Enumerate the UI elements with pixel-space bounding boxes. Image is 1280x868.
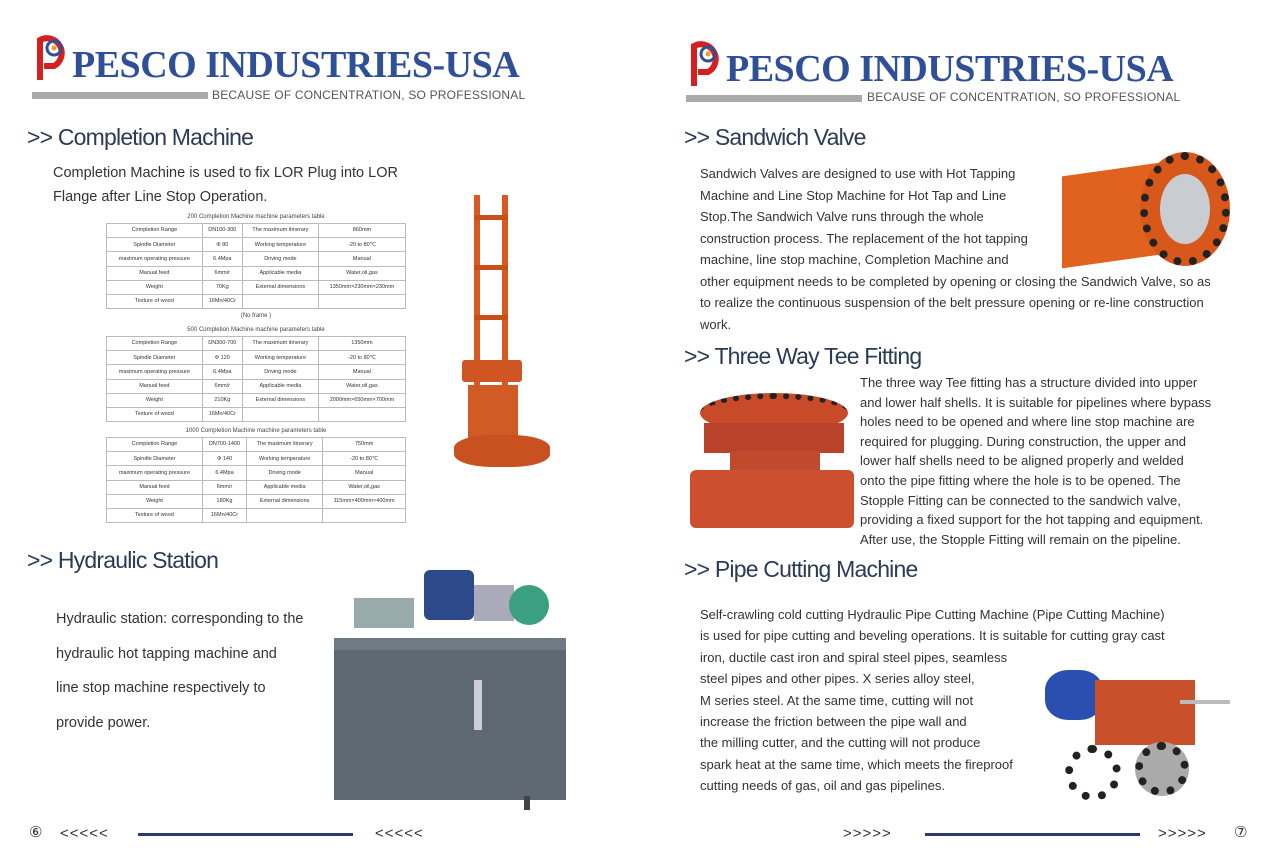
table-cell: 2000mm×650mm×700mm [318,393,405,407]
table-cell: The maximum itinerary [242,224,318,238]
completion-text [53,161,398,209]
table-cell: 1350mm [318,337,405,351]
table-note: (No frame ) [240,313,272,319]
table-cell: Driving mode [247,466,323,480]
footer-arrows: >>>>> [1158,825,1207,842]
hydraulic-station-image [334,560,566,810]
table-row [107,379,406,393]
table-cell: Applicable media [242,266,318,280]
hydraulic-text [56,602,303,740]
table-row [107,224,406,238]
sandwich-valve-image [1062,150,1232,268]
table-cell: Manual [318,252,405,266]
table-cell: DN100-300 [202,224,242,238]
table-cell: 750mm [323,438,406,452]
parameters-table [106,437,406,523]
table-cell: Spindle Diameter [107,452,203,466]
table-row [107,393,406,407]
table-cell: Driving mode [242,252,318,266]
table-cell: Manual [323,466,406,480]
table-cell: Φ 140 [202,452,246,466]
table-cell: Weight [107,494,203,508]
tee-fitting-image [690,385,854,528]
text-line: steel pipes and other pipes. X series alloy steel, [700,671,975,687]
logo [34,30,68,85]
table-cell: External dimensions [247,494,323,508]
table-cell: 16Mn/40Cr [202,407,242,421]
brand-name: PESCO INDUSTRIES-USA [726,48,1174,90]
table-row [107,452,406,466]
text-line: increase the friction between the pipe wall and [700,713,967,729]
logo [688,36,722,91]
table-cell: Manual [318,365,405,379]
table-cell: 210Kg [202,393,242,407]
table-cell: maximum operating pressure [107,365,203,379]
text-line: Sandwich Valves are designed to use with Hot Tapping [700,166,1016,181]
table-cell: Water,oil,gas [318,266,405,280]
text-line: After use, the Stopple Fitting will remain on the pipeline. [860,531,1181,547]
table-cell [247,508,323,522]
table-cell: Texture of wood [107,294,203,308]
table-cell: Completion Range [107,438,203,452]
text-line: holes need to be opened and where line stop machine are [860,414,1195,430]
table-cell: Φ 80 [202,238,242,252]
table-cell [242,294,318,308]
header-divider [686,95,862,102]
text-line: to realize the continuous suspension of the belt pressure opening or re-line construction [700,295,1204,310]
table-row [107,480,406,494]
table-row [107,351,406,365]
table-cell: 6mm/r [202,480,246,494]
table-cell: Φ 120 [202,351,242,365]
table-cell: 70Kg [202,280,242,294]
brand-name: PESCO INDUSTRIES-USA [72,44,520,86]
tee-heading: >> Three Way Tee Fitting [684,343,922,369]
table-row [107,337,406,351]
text-line: provide power. [56,714,151,731]
table-cell: 6.4Mpa [202,252,242,266]
completion-heading: >> Completion Machine [27,124,254,150]
table-cell: maximum operating pressure [107,252,203,266]
table-cell: Spindle Diameter [107,238,203,252]
text-line: iron, ductile cast iron and spiral steel pipes, seamless [700,649,1008,665]
table-cell: 115mm×400mm×400mm [323,494,406,508]
text-line: Stop.The Sandwich Valve runs through the whole [700,209,984,224]
table-cell: Manual feed [107,266,203,280]
table-row [107,365,406,379]
text-line: lower half shells need to be aligned properly and welded [860,453,1184,469]
text-line: The three way Tee fitting has a structure divided into upper [860,375,1198,390]
text-line: hydraulic hot tapping machine and [56,645,277,662]
parameters-table [106,336,406,422]
table-cell [318,294,405,308]
table-title: 200 Completion Machine machine parameters table [187,214,325,220]
text-line: and lower half shells. It is suitable for pipelines where bypass [860,394,1212,410]
table-row [107,252,406,266]
table-cell: Working temperature [247,452,323,466]
table-title: 500 Completion Machine machine parameters table [187,327,325,333]
text-line: Self-crawling cold cutting Hydraulic Pipe Cutting Machine (Pipe Cutting Machine) [700,607,1165,622]
text-line: Flange after Line Stop Operation. [53,189,268,205]
table-cell: External dimensions [242,393,318,407]
text-line: other equipment needs to be completed by opening or closing the Sandwich Valve, so as [700,273,1211,289]
table-cell: Working temperature [242,238,318,252]
page-number: ⑥ [29,824,44,841]
table-cell: Driving mode [242,365,318,379]
table-row [107,238,406,252]
table-cell: Texture of wood [107,407,203,421]
table-cell: Water,oil,gas [318,379,405,393]
table-cell [242,407,318,421]
table-cell: DN300-700 [202,337,242,351]
pesco-logo-icon [688,36,722,86]
table-cell: 16Mn/40Cr [202,294,242,308]
text-line: cutting needs of gas, oil and gas pipelines. [700,778,946,794]
text-line: required for plugging. During construction, the upper and [860,433,1186,449]
header-divider [32,92,208,99]
footer-line [925,833,1140,836]
table-cell: Manual feed [107,379,203,393]
footer-arrows: >>>>> [843,825,892,842]
table-cell: Spindle Diameter [107,351,203,365]
table-cell: -20 to 80℃ [318,238,405,252]
table-cell: 6.4Mpa [202,365,242,379]
text-line: construction process. The replacement of the hot tapping [700,230,1028,246]
table-cell: 860mm [318,224,405,238]
text-line: Completion Machine is used to fix LOR Plug into LOR [53,165,398,181]
tagline: BECAUSE OF CONCENTRATION, SO PROFESSIONAL [867,90,1181,104]
table-cell: The maximum itinerary [247,438,323,452]
table-cell: -20 to 80℃ [318,351,405,365]
table-cell [318,407,405,421]
table-cell: DN700-1400 [202,438,246,452]
text-line: the milling cutter, and the cutting will not produce [700,735,981,751]
text-line: is used for pipe cutting and beveling operations. It is suitable for cutting gray cast [700,628,1165,644]
table-row [107,407,406,421]
table-cell: 1350mm×230mm×230mm [318,280,405,294]
table-cell: Texture of wood [107,508,203,522]
sandwich-heading: >> Sandwich Valve [684,124,866,150]
table-row [107,508,406,522]
table-cell: Completion Range [107,224,203,238]
page-number: ⑦ [1234,824,1249,841]
text-line: M series steel. At the same time, cutting will not [700,692,974,708]
text-line: Stopple Fitting can be connected to the sandwich valve, [860,492,1181,508]
table-cell: Applicable media [242,379,318,393]
text-line: Machine and Line Stop Machine for Hot Tap and Line [700,187,1007,203]
tagline: BECAUSE OF CONCENTRATION, SO PROFESSIONAL [212,88,526,102]
table-cell: Water,oil,gas [323,480,406,494]
table-cell: Completion Range [107,337,203,351]
footer-arrows: <<<<< [375,825,424,842]
hydraulic-heading: >> Hydraulic Station [27,547,219,573]
table-cell: Working temperature [242,351,318,365]
table-cell: 6.4Mpa [202,466,246,480]
table-title: 1000 Completion Machine machine parameters table [185,428,327,434]
completion-machine-image [452,185,552,470]
tee-text [860,373,1211,549]
table-cell: Manual feed [107,480,203,494]
pipe-cutting-machine-image [1045,650,1230,810]
table-row [107,280,406,294]
text-line: line stop machine respectively to [56,680,266,696]
text-line: work. [700,316,732,332]
table-row [107,294,406,308]
pipe-heading: >> Pipe Cutting Machine [684,556,918,582]
table-row [107,438,406,452]
footer-line [138,833,353,836]
table-cell: 6mm/r [202,266,242,280]
text-line: machine, line stop machine, Completion Machine and [700,252,1009,267]
text-line: providing a fixed support for the hot tapping and equipment. [860,512,1204,528]
table-cell: 6mm/r [202,379,242,393]
pesco-logo-icon [34,30,68,80]
text-line: Hydraulic station: corresponding to the [56,611,304,627]
parameters-table [106,223,406,309]
table-cell: The maximum itinerary [242,337,318,351]
table-cell: Weight [107,393,203,407]
table-row [107,466,406,480]
table-cell: maximum operating pressure [107,466,203,480]
table-cell: Weight [107,280,203,294]
table-row [107,266,406,280]
table-cell: 180Kg [202,494,246,508]
table-cell: 16Mn/40Cr [202,508,246,522]
text-line: spark heat at the same time, which meets the fireproof [700,756,1013,772]
table-cell: External dimensions [242,280,318,294]
table-cell: -20 to 80℃ [323,452,406,466]
table-cell: Applicable media [247,480,323,494]
table-cell [323,508,406,522]
table-row [107,494,406,508]
footer-arrows: <<<<< [60,825,109,842]
text-line: onto the pipe fitting where the hole is to be opened. The [860,472,1181,488]
